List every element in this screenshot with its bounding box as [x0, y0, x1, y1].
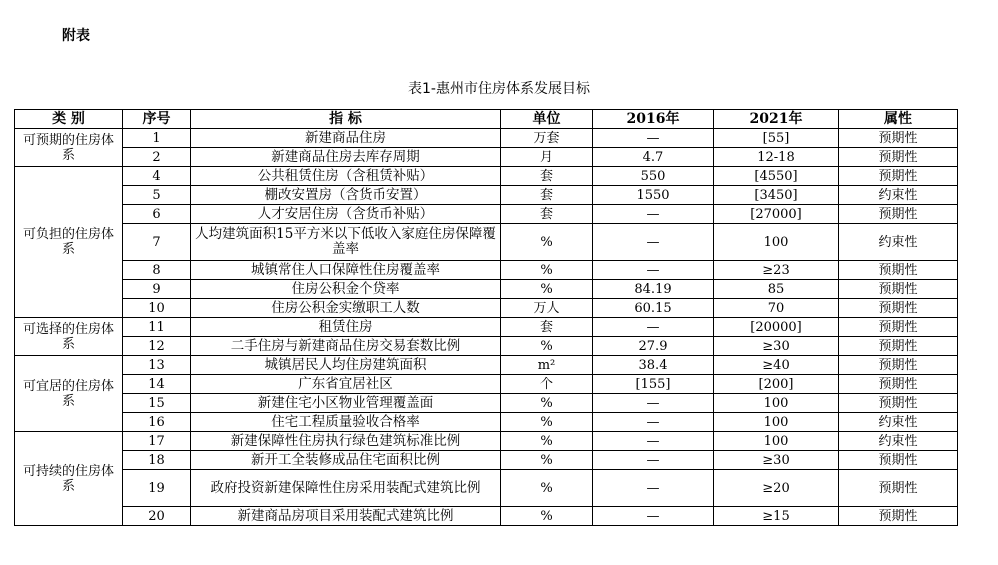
- indicator-cell: 新建商品房项目采用装配式建筑比例: [191, 507, 501, 526]
- value-2016-cell: —: [593, 261, 714, 280]
- attribute-cell: 预期性: [839, 337, 958, 356]
- indicator-cell: 新建住宅小区物业管理覆盖面: [191, 394, 501, 413]
- value-2021-cell: 70: [714, 299, 839, 318]
- indicator-cell: 公共租赁住房（含租赁补贴）: [191, 167, 501, 186]
- value-2021-cell: [27000]: [714, 205, 839, 224]
- value-2016-cell: 27.9: [593, 337, 714, 356]
- value-2016-cell: —: [593, 413, 714, 432]
- unit-cell: 个: [501, 375, 593, 394]
- value-2016-cell: —: [593, 129, 714, 148]
- indicator-cell: 棚改安置房（含货币安置）: [191, 186, 501, 205]
- value-2016-cell: —: [593, 507, 714, 526]
- unit-cell: 万套: [501, 129, 593, 148]
- value-2021-cell: [200]: [714, 375, 839, 394]
- value-2016-cell: —: [593, 394, 714, 413]
- indicator-cell: 广东省宜居社区: [191, 375, 501, 394]
- number-cell: 13: [123, 356, 191, 375]
- attribute-cell: 约束性: [839, 413, 958, 432]
- unit-cell: %: [501, 394, 593, 413]
- indicator-cell: 政府投资新建保障性住房采用装配式建筑比例: [191, 470, 501, 507]
- unit-cell: 套: [501, 167, 593, 186]
- value-2016-cell: —: [593, 318, 714, 337]
- unit-cell: %: [501, 224, 593, 261]
- attribute-cell: 预期性: [839, 394, 958, 413]
- unit-cell: %: [501, 507, 593, 526]
- value-2021-cell: ≥23: [714, 261, 839, 280]
- indicator-cell: 住房公积金实缴职工人数: [191, 299, 501, 318]
- unit-cell: %: [501, 451, 593, 470]
- table-row: [15, 356, 958, 375]
- table-row: [15, 280, 958, 299]
- attribute-cell: 预期性: [839, 299, 958, 318]
- attribute-cell: 预期性: [839, 318, 958, 337]
- table-row: [15, 394, 958, 413]
- value-2021-cell: ≥30: [714, 337, 839, 356]
- value-2016-cell: 38.4: [593, 356, 714, 375]
- value-2021-cell: 100: [714, 394, 839, 413]
- header-number: 序号: [123, 110, 191, 129]
- number-cell: 15: [123, 394, 191, 413]
- unit-cell: 月: [501, 148, 593, 167]
- table-row: [15, 413, 958, 432]
- attribute-cell: 预期性: [839, 470, 958, 507]
- table-row: [15, 148, 958, 167]
- value-2021-cell: 100: [714, 432, 839, 451]
- number-cell: 9: [123, 280, 191, 299]
- value-2016-cell: —: [593, 205, 714, 224]
- value-2021-cell: ≥20: [714, 470, 839, 507]
- unit-cell: 万人: [501, 299, 593, 318]
- value-2016-cell: 4.7: [593, 148, 714, 167]
- housing-targets-table: [14, 109, 958, 526]
- number-cell: 18: [123, 451, 191, 470]
- attribute-cell: 预期性: [839, 261, 958, 280]
- table-row: [15, 129, 958, 148]
- attribute-cell: 预期性: [839, 507, 958, 526]
- table-row: [15, 451, 958, 470]
- number-cell: 5: [123, 186, 191, 205]
- value-2021-cell: 100: [714, 224, 839, 261]
- unit-cell: %: [501, 261, 593, 280]
- table-row: [15, 432, 958, 451]
- table-row: [15, 337, 958, 356]
- unit-cell: %: [501, 337, 593, 356]
- number-cell: 19: [123, 470, 191, 507]
- category-cell: 可持续的住房体系: [15, 432, 123, 526]
- number-cell: 12: [123, 337, 191, 356]
- table-row: [15, 167, 958, 186]
- attribute-cell: 预期性: [839, 129, 958, 148]
- table-body: [15, 129, 958, 526]
- indicator-cell: 新开工全装修成品住宅面积比例: [191, 451, 501, 470]
- unit-cell: m²: [501, 356, 593, 375]
- unit-cell: 套: [501, 186, 593, 205]
- table-row: [15, 375, 958, 394]
- value-2021-cell: ≥30: [714, 451, 839, 470]
- value-2021-cell: ≥40: [714, 356, 839, 375]
- number-cell: 17: [123, 432, 191, 451]
- value-2016-cell: 550: [593, 167, 714, 186]
- indicator-cell: 新建保障性住房执行绿色建筑标准比例: [191, 432, 501, 451]
- number-cell: 10: [123, 299, 191, 318]
- table-row: [15, 205, 958, 224]
- number-cell: 20: [123, 507, 191, 526]
- indicator-cell: 住房公积金个贷率: [191, 280, 501, 299]
- indicator-cell: 二手住房与新建商品住房交易套数比例: [191, 337, 501, 356]
- number-cell: 2: [123, 148, 191, 167]
- value-2021-cell: 85: [714, 280, 839, 299]
- value-2016-cell: —: [593, 451, 714, 470]
- value-2021-cell: [55]: [714, 129, 839, 148]
- attribute-cell: 预期性: [839, 167, 958, 186]
- value-2016-cell: 60.15: [593, 299, 714, 318]
- table-row: [15, 261, 958, 280]
- attribute-cell: 约束性: [839, 224, 958, 261]
- attribute-cell: 预期性: [839, 148, 958, 167]
- header-row: [15, 110, 958, 129]
- table-row: [15, 470, 958, 507]
- attribute-cell: 预期性: [839, 205, 958, 224]
- attribute-cell: 预期性: [839, 356, 958, 375]
- indicator-cell: 人才安居住房（含货币补贴）: [191, 205, 501, 224]
- appendix-heading: 附表: [62, 28, 90, 44]
- indicator-cell: 人均建筑面积15平方米以下低收入家庭住房保障覆盖率: [191, 224, 501, 261]
- value-2021-cell: [20000]: [714, 318, 839, 337]
- unit-cell: 套: [501, 205, 593, 224]
- indicator-cell: 住宅工程质量验收合格率: [191, 413, 501, 432]
- unit-cell: %: [501, 470, 593, 507]
- value-2016-cell: —: [593, 432, 714, 451]
- category-cell: 可宜居的住房体系: [15, 356, 123, 432]
- indicator-cell: 新建商品住房: [191, 129, 501, 148]
- value-2016-cell: —: [593, 470, 714, 507]
- header-indicator: 指 标: [191, 110, 501, 129]
- unit-cell: 套: [501, 318, 593, 337]
- unit-cell: %: [501, 280, 593, 299]
- number-cell: 6: [123, 205, 191, 224]
- header-category: 类 别: [15, 110, 123, 129]
- indicator-cell: 城镇居民人均住房建筑面积: [191, 356, 501, 375]
- category-cell: 可负担的住房体系: [15, 167, 123, 318]
- number-cell: 14: [123, 375, 191, 394]
- value-2021-cell: 12-18: [714, 148, 839, 167]
- value-2016-cell: 84.19: [593, 280, 714, 299]
- table-row: [15, 318, 958, 337]
- value-2016-cell: [155]: [593, 375, 714, 394]
- number-cell: 8: [123, 261, 191, 280]
- indicator-cell: 租赁住房: [191, 318, 501, 337]
- category-cell: 可选择的住房体系: [15, 318, 123, 356]
- unit-cell: %: [501, 432, 593, 451]
- number-cell: 16: [123, 413, 191, 432]
- indicator-cell: 城镇常住人口保障性住房覆盖率: [191, 261, 501, 280]
- value-2021-cell: [3450]: [714, 186, 839, 205]
- number-cell: 11: [123, 318, 191, 337]
- value-2021-cell: ≥15: [714, 507, 839, 526]
- number-cell: 1: [123, 129, 191, 148]
- attribute-cell: 约束性: [839, 432, 958, 451]
- attribute-cell: 预期性: [839, 375, 958, 394]
- unit-cell: %: [501, 413, 593, 432]
- table-row: [15, 224, 958, 261]
- indicator-cell: 新建商品住房去库存周期: [191, 148, 501, 167]
- table-caption: 表1-惠州市住房体系发展目标: [408, 81, 590, 97]
- value-2021-cell: 100: [714, 413, 839, 432]
- value-2016-cell: —: [593, 224, 714, 261]
- number-cell: 4: [123, 167, 191, 186]
- value-2021-cell: [4550]: [714, 167, 839, 186]
- header-2021: 2021年: [714, 110, 839, 129]
- table-row: [15, 186, 958, 205]
- header-unit: 单位: [501, 110, 593, 129]
- header-2016: 2016年: [593, 110, 714, 129]
- value-2016-cell: 1550: [593, 186, 714, 205]
- category-cell: 可预期的住房体系: [15, 129, 123, 167]
- table-row: [15, 507, 958, 526]
- attribute-cell: 约束性: [839, 186, 958, 205]
- number-cell: 7: [123, 224, 191, 261]
- table-row: [15, 299, 958, 318]
- attribute-cell: 预期性: [839, 280, 958, 299]
- header-attribute: 属性: [839, 110, 958, 129]
- attribute-cell: 预期性: [839, 451, 958, 470]
